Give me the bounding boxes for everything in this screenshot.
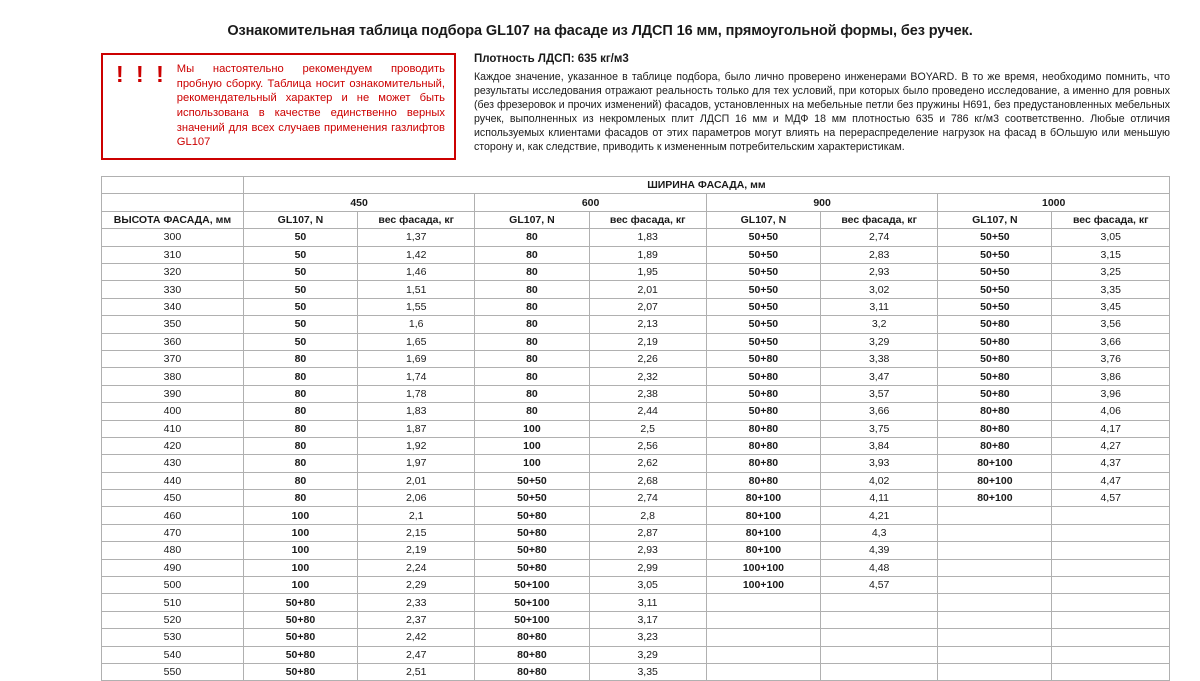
table-cell-force: 50+80 [938, 333, 1052, 350]
table-cell-force: 80 [243, 385, 357, 402]
table-cell-weight: 4,37 [1052, 455, 1170, 472]
row-header-height: 540 [102, 646, 244, 663]
row-header-height: 500 [102, 577, 244, 594]
table-cell-weight: 2,06 [358, 490, 475, 507]
table-cell-empty [1052, 577, 1170, 594]
table-cell-weight: 2,24 [358, 559, 475, 576]
table-cell-force: 80+80 [706, 437, 820, 454]
row-header-height: 340 [102, 298, 244, 315]
table-row [102, 403, 1170, 420]
table-cell-weight: 3,35 [1052, 281, 1170, 298]
table-cell-force: 80 [475, 333, 589, 350]
table-cell-weight: 1,83 [589, 229, 706, 246]
table-cell-force: 80+100 [938, 455, 1052, 472]
table-cell-force: 50 [243, 229, 357, 246]
table-row [102, 611, 1170, 628]
table-cell-force: 50+80 [938, 385, 1052, 402]
table-cell-weight: 4,48 [820, 559, 937, 576]
table-cell-empty [938, 507, 1052, 524]
table-cell-empty [706, 594, 820, 611]
sub-header-n-900: GL107, N [706, 211, 820, 228]
table-cell-weight: 1,92 [358, 437, 475, 454]
row-header-height: 370 [102, 350, 244, 367]
table-cell-weight: 1,87 [358, 420, 475, 437]
table-row [102, 594, 1170, 611]
sub-header-w-450: вес фасада, кг [358, 211, 475, 228]
table-row [102, 490, 1170, 507]
table-header [102, 177, 1170, 229]
table-cell-weight: 4,02 [820, 472, 937, 489]
table-cell-weight: 2,32 [589, 368, 706, 385]
table-row [102, 524, 1170, 541]
table-cell-force: 50+80 [938, 368, 1052, 385]
table-cell-weight: 2,37 [358, 611, 475, 628]
row-header-height: 380 [102, 368, 244, 385]
table-cell-weight: 4,39 [820, 542, 937, 559]
table-cell-force: 80 [243, 420, 357, 437]
table-cell-weight: 3,15 [1052, 246, 1170, 263]
table-cell-empty [938, 577, 1052, 594]
table-cell-weight: 2,33 [358, 594, 475, 611]
table-cell-force: 80 [243, 472, 357, 489]
warning-box [101, 53, 456, 160]
table-cell-weight: 2,93 [820, 263, 937, 280]
page-title: Ознакомительная таблица подбора GL107 на фасаде из ЛДСП 16 мм, прямоугольной формы, без ручек. [227, 23, 973, 39]
table-row [102, 385, 1170, 402]
table-row [102, 333, 1170, 350]
table-cell-force: 50+100 [475, 594, 589, 611]
table-cell-force: 50+50 [706, 298, 820, 315]
table-cell-weight: 1,74 [358, 368, 475, 385]
table-cell-weight: 3,76 [1052, 350, 1170, 367]
table-cell-force: 50+50 [706, 229, 820, 246]
table-cell-empty [938, 629, 1052, 646]
table-cell-weight: 3,17 [589, 611, 706, 628]
table-cell-weight: 4,11 [820, 490, 937, 507]
table-cell-weight: 4,17 [1052, 420, 1170, 437]
table-cell-weight: 3,11 [820, 298, 937, 315]
table-cell-weight: 4,3 [820, 524, 937, 541]
table-cell-weight: 2,01 [358, 472, 475, 489]
table-row [102, 507, 1170, 524]
table-cell-force: 50+80 [243, 629, 357, 646]
table-cell-weight: 1,55 [358, 298, 475, 315]
table-cell-force: 50+50 [475, 490, 589, 507]
table-cell-weight: 4,57 [820, 577, 937, 594]
table-cell-empty [938, 646, 1052, 663]
table-cell-empty [1052, 594, 1170, 611]
table-cell-force: 50+80 [475, 507, 589, 524]
table-cell-weight: 1,83 [358, 403, 475, 420]
table-cell-weight: 2,8 [589, 507, 706, 524]
table-cell-force: 50+50 [706, 281, 820, 298]
table-cell-weight: 3,75 [820, 420, 937, 437]
row-header-height: 420 [102, 437, 244, 454]
width-group-900: 900 [706, 194, 937, 211]
table-cell-force: 80 [243, 403, 357, 420]
table-header-row-top [102, 177, 1170, 194]
table-cell-weight: 2,26 [589, 350, 706, 367]
table-cell-force: 50+80 [706, 368, 820, 385]
table-cell-weight: 2,44 [589, 403, 706, 420]
table-row [102, 542, 1170, 559]
row-header-height: 460 [102, 507, 244, 524]
table-cell-force: 50+80 [243, 663, 357, 680]
table-cell-weight: 3,11 [589, 594, 706, 611]
table-cell-force: 50+80 [706, 385, 820, 402]
table-body [102, 229, 1170, 681]
table-cell-force: 100 [475, 437, 589, 454]
table-cell-weight: 2,01 [589, 281, 706, 298]
row-header-height: 400 [102, 403, 244, 420]
table-cell-force: 50+50 [938, 229, 1052, 246]
table-cell-weight: 1,69 [358, 350, 475, 367]
table-cell-force: 100 [243, 542, 357, 559]
row-header-height: 490 [102, 559, 244, 576]
table-row [102, 472, 1170, 489]
table-cell-empty [1052, 646, 1170, 663]
table-cell-weight: 2,68 [589, 472, 706, 489]
table-cell-empty [938, 594, 1052, 611]
row-header-height: 350 [102, 316, 244, 333]
sub-header-w-600: вес фасада, кг [589, 211, 706, 228]
width-header: ШИРИНА ФАСАДА, мм [243, 177, 1169, 194]
table-cell-weight: 1,37 [358, 229, 475, 246]
table-cell-force: 50 [243, 281, 357, 298]
table-cell-weight: 3,66 [820, 403, 937, 420]
sub-header-w-900: вес фасада, кг [820, 211, 937, 228]
table-cell-weight: 4,21 [820, 507, 937, 524]
table-cell-force: 50 [243, 298, 357, 315]
exclamation-icon: ! ! ! [116, 61, 167, 87]
table-cell-weight: 3,02 [820, 281, 937, 298]
table-cell-weight: 2,51 [358, 663, 475, 680]
row-header-height: 550 [102, 663, 244, 680]
table-cell-empty [1052, 663, 1170, 680]
table-cell-weight: 4,06 [1052, 403, 1170, 420]
table-cell-weight: 1,95 [589, 263, 706, 280]
description-column [474, 53, 1170, 154]
table-cell-force: 50 [243, 263, 357, 280]
table-cell-force: 50+50 [706, 246, 820, 263]
intro-section [0, 53, 1200, 160]
row-header-height: 520 [102, 611, 244, 628]
table-cell-weight: 2,07 [589, 298, 706, 315]
table-cell-force: 50+80 [938, 350, 1052, 367]
table-cell-weight: 2,62 [589, 455, 706, 472]
table-cell-force: 80 [243, 368, 357, 385]
table-cell-empty [938, 663, 1052, 680]
table-cell-empty [1052, 629, 1170, 646]
table-cell-force: 80+100 [938, 472, 1052, 489]
table-cell-empty [938, 542, 1052, 559]
table-cell-weight: 1,46 [358, 263, 475, 280]
table-cell-weight: 4,27 [1052, 437, 1170, 454]
row-header-height: 510 [102, 594, 244, 611]
table-cell-force: 80 [475, 316, 589, 333]
table-cell-force: 80 [475, 403, 589, 420]
table-cell-weight: 3,25 [1052, 263, 1170, 280]
table-cell-weight: 2,93 [589, 542, 706, 559]
table-cell-force: 80 [475, 350, 589, 367]
table-cell-weight: 3,29 [589, 646, 706, 663]
table-header-row-sub [102, 211, 1170, 228]
corner-cell [102, 177, 244, 194]
table-cell-weight: 3,05 [589, 577, 706, 594]
table-container [0, 176, 1200, 681]
table-row [102, 420, 1170, 437]
table-cell-weight: 1,42 [358, 246, 475, 263]
table-cell-weight: 2,15 [358, 524, 475, 541]
table-cell-weight: 3,57 [820, 385, 937, 402]
table-row [102, 229, 1170, 246]
table-cell-force: 80+80 [475, 646, 589, 663]
table-cell-weight: 2,83 [820, 246, 937, 263]
width-group-600: 600 [475, 194, 706, 211]
row-header-height: 320 [102, 263, 244, 280]
table-cell-weight: 1,65 [358, 333, 475, 350]
table-cell-weight: 3,66 [1052, 333, 1170, 350]
table-cell-force: 100 [243, 577, 357, 594]
table-cell-force: 100 [475, 455, 589, 472]
table-cell-force: 80 [475, 281, 589, 298]
table-row [102, 246, 1170, 263]
row-header-height: 330 [102, 281, 244, 298]
row-header-height: 470 [102, 524, 244, 541]
corner-cell-2 [102, 194, 244, 211]
table-cell-weight: 2,99 [589, 559, 706, 576]
table-cell-force: 50+80 [475, 524, 589, 541]
table-cell-weight: 1,78 [358, 385, 475, 402]
row-header-height: 530 [102, 629, 244, 646]
table-cell-force: 50+50 [706, 316, 820, 333]
table-cell-force: 50+50 [706, 333, 820, 350]
table-cell-force: 80 [243, 350, 357, 367]
table-cell-force: 80+80 [706, 420, 820, 437]
table-cell-force: 80 [475, 298, 589, 315]
table-cell-force: 80+80 [938, 403, 1052, 420]
table-cell-empty [706, 646, 820, 663]
table-cell-weight: 2,5 [589, 420, 706, 437]
table-row [102, 316, 1170, 333]
table-row [102, 577, 1170, 594]
table-row [102, 263, 1170, 280]
row-header-height: 390 [102, 385, 244, 402]
table-cell-weight: 3,93 [820, 455, 937, 472]
table-cell-weight: 2,38 [589, 385, 706, 402]
table-cell-force: 50 [243, 316, 357, 333]
width-group-450: 450 [243, 194, 474, 211]
table-cell-force: 80 [475, 229, 589, 246]
selection-table [101, 176, 1170, 681]
table-cell-empty [938, 559, 1052, 576]
table-cell-empty [820, 663, 937, 680]
table-cell-force: 80 [475, 263, 589, 280]
table-cell-force: 50+80 [243, 611, 357, 628]
table-cell-weight: 1,6 [358, 316, 475, 333]
table-row [102, 455, 1170, 472]
table-cell-weight: 2,19 [358, 542, 475, 559]
row-header-height: 360 [102, 333, 244, 350]
table-cell-force: 100 [243, 524, 357, 541]
table-cell-weight: 2,29 [358, 577, 475, 594]
table-cell-weight: 2,74 [820, 229, 937, 246]
table-cell-force: 80+100 [938, 490, 1052, 507]
table-cell-force: 80 [475, 246, 589, 263]
table-cell-weight: 2,1 [358, 507, 475, 524]
table-cell-empty [706, 629, 820, 646]
table-cell-weight: 3,56 [1052, 316, 1170, 333]
table-cell-weight: 2,42 [358, 629, 475, 646]
table-cell-force: 50+50 [938, 281, 1052, 298]
sub-header-n-600: GL107, N [475, 211, 589, 228]
table-cell-weight: 1,97 [358, 455, 475, 472]
table-cell-weight: 2,56 [589, 437, 706, 454]
table-cell-force: 50 [243, 333, 357, 350]
table-cell-empty [1052, 559, 1170, 576]
table-cell-force: 50+50 [938, 246, 1052, 263]
table-cell-force: 50+80 [706, 403, 820, 420]
table-cell-weight: 2,47 [358, 646, 475, 663]
table-cell-empty [1052, 507, 1170, 524]
table-cell-force: 80+80 [938, 437, 1052, 454]
table-cell-force: 50+80 [938, 316, 1052, 333]
sub-header-w-1000: вес фасада, кг [1052, 211, 1170, 228]
table-cell-force: 80+100 [706, 542, 820, 559]
table-cell-empty [938, 611, 1052, 628]
table-cell-weight: 1,89 [589, 246, 706, 263]
table-cell-force: 100 [243, 507, 357, 524]
table-cell-force: 80+80 [475, 663, 589, 680]
row-header-height: 300 [102, 229, 244, 246]
table-cell-empty [938, 524, 1052, 541]
height-column-label: ВЫСОТА ФАСАДА, мм [102, 211, 244, 228]
row-header-height: 480 [102, 542, 244, 559]
table-row [102, 298, 1170, 315]
table-cell-force: 80 [475, 385, 589, 402]
table-cell-empty [706, 611, 820, 628]
table-cell-force: 50+50 [938, 298, 1052, 315]
table-cell-weight: 2,19 [589, 333, 706, 350]
table-cell-force: 80+80 [938, 420, 1052, 437]
table-cell-force: 80 [243, 455, 357, 472]
table-cell-empty [1052, 542, 1170, 559]
table-cell-weight: 1,51 [358, 281, 475, 298]
table-header-row-groups [102, 194, 1170, 211]
table-cell-weight: 4,47 [1052, 472, 1170, 489]
table-cell-force: 80+100 [706, 507, 820, 524]
table-row [102, 663, 1170, 680]
table-cell-force: 50 [243, 246, 357, 263]
description-text: Каждое значение, указанное в таблице подбора, было лично проверено инженерами BOYARD. В то же время, необходимо помнить, что результаты исследования отражают реальность только для тех условий, при которых было проведено исследование, а именно для ровных (без фрезеровок и прочих изменений) фасадов, установленных на мебельные петли без пружины Н691, без предустановленных мебельных ручек, выполненных из некромленых плит ЛДСП 16 мм и МДФ 18 мм плотностью 635 и 786 кг/м3 соответственно. Любые отличия используемых клиентами фасадов от этих параметров могут влиять на перераспределение нагрузок на фасад в бОльшую или меньшую сторону и, как следствие, приводить к измененным потребительским характеристикам. [474, 71, 1170, 154]
table-cell-force: 50+80 [475, 542, 589, 559]
table-cell-force: 100+100 [706, 577, 820, 594]
table-row [102, 350, 1170, 367]
sub-header-n-450: GL107, N [243, 211, 357, 228]
table-cell-force: 100 [243, 559, 357, 576]
row-header-height: 450 [102, 490, 244, 507]
table-cell-weight: 2,74 [589, 490, 706, 507]
row-header-height: 410 [102, 420, 244, 437]
table-cell-force: 50+80 [475, 559, 589, 576]
table-cell-force: 50+80 [243, 594, 357, 611]
table-cell-force: 50+50 [475, 472, 589, 489]
table-cell-weight: 3,35 [589, 663, 706, 680]
table-cell-weight: 3,29 [820, 333, 937, 350]
table-cell-force: 50+50 [706, 263, 820, 280]
table-cell-empty [1052, 524, 1170, 541]
table-cell-force: 50+50 [938, 263, 1052, 280]
warning-text: Мы настоятельно рекомендуем проводить пробную сборку. Таблица носит ознакомительный, рекомендательный характер и не может быть использована в качестве единственно верных значений для всех случаев применения газлифтов GL107 [176, 63, 445, 149]
table-cell-weight: 3,23 [589, 629, 706, 646]
table-cell-empty [820, 629, 937, 646]
table-cell-force: 50+100 [475, 611, 589, 628]
table-cell-weight: 3,96 [1052, 385, 1170, 402]
table-cell-empty [706, 663, 820, 680]
table-row [102, 368, 1170, 385]
width-group-1000: 1000 [938, 194, 1170, 211]
table-cell-force: 80 [475, 368, 589, 385]
table-row [102, 437, 1170, 454]
table-cell-force: 80+80 [706, 472, 820, 489]
table-cell-weight: 3,38 [820, 350, 937, 367]
row-header-height: 440 [102, 472, 244, 489]
table-cell-empty [820, 611, 937, 628]
table-cell-force: 50+80 [243, 646, 357, 663]
table-cell-force: 80+80 [475, 629, 589, 646]
table-row [102, 559, 1170, 576]
density-heading: Плотность ЛДСП: 635 кг/м3 [474, 53, 629, 65]
table-cell-force: 80+80 [706, 455, 820, 472]
table-cell-force: 100 [475, 420, 589, 437]
sub-header-n-1000: GL107, N [938, 211, 1052, 228]
row-header-height: 430 [102, 455, 244, 472]
table-cell-weight: 3,84 [820, 437, 937, 454]
table-cell-force: 50+100 [475, 577, 589, 594]
table-cell-weight: 2,13 [589, 316, 706, 333]
table-cell-force: 80 [243, 490, 357, 507]
table-cell-force: 100+100 [706, 559, 820, 576]
table-cell-weight: 4,57 [1052, 490, 1170, 507]
row-header-height: 310 [102, 246, 244, 263]
table-cell-force: 50+80 [706, 350, 820, 367]
table-cell-force: 80 [243, 437, 357, 454]
table-cell-empty [820, 646, 937, 663]
table-cell-empty [820, 594, 937, 611]
table-cell-force: 80+100 [706, 490, 820, 507]
table-cell-empty [1052, 611, 1170, 628]
table-cell-weight: 3,47 [820, 368, 937, 385]
table-row [102, 646, 1170, 663]
table-row [102, 629, 1170, 646]
table-cell-weight: 2,87 [589, 524, 706, 541]
table-cell-weight: 3,45 [1052, 298, 1170, 315]
table-row [102, 281, 1170, 298]
table-cell-force: 80+100 [706, 524, 820, 541]
table-cell-weight: 3,2 [820, 316, 937, 333]
table-cell-weight: 3,05 [1052, 229, 1170, 246]
table-cell-weight: 3,86 [1052, 368, 1170, 385]
